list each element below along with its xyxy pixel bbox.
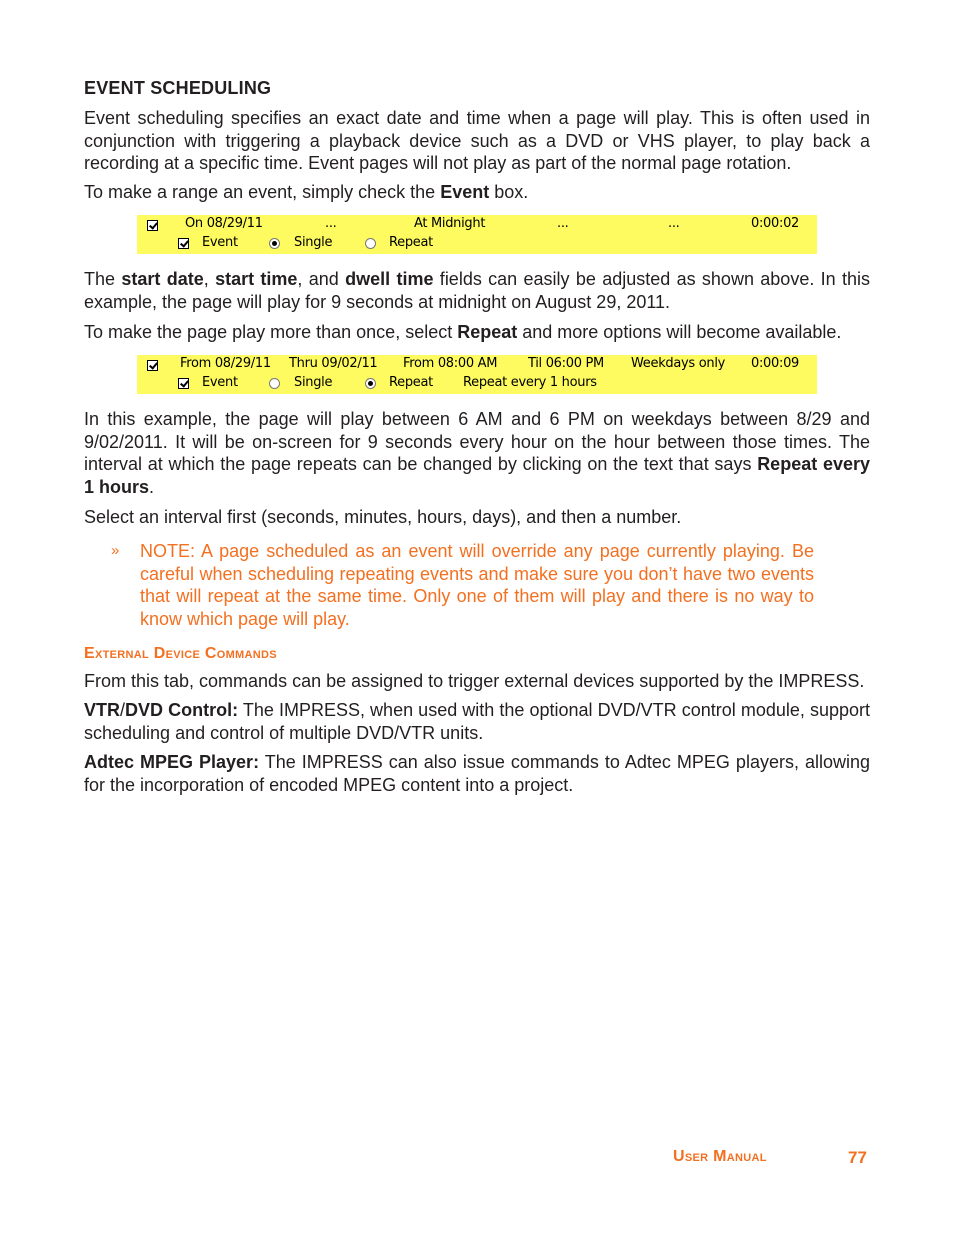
checkbox-icon [147,360,158,371]
paragraph-fields: The start date, start time, and dwell time fields can easily be adjusted as shown above. In this example, the page will play for 9 seconds at midnight on August 29, 2011. [84,269,871,312]
radio-selected-icon [269,238,280,249]
page-content [84,78,870,796]
event-label: Event [202,375,238,391]
event-schedule-screenshot [137,215,817,254]
checkbox-icon [147,220,158,231]
event-label: Event [202,235,238,251]
subsection-heading: External Device Commands [84,644,277,662]
paragraph-vtr-dvd: VTR/DVD Control: The IMPRESS, when used with the optional DVD/VTR control module, support scheduling and control of multiple DVD/VTR units. [84,700,871,743]
bullet-icon: » [111,542,120,560]
til-time: Til 06:00 PM [528,356,604,372]
ellipsis: ... [668,216,680,232]
single-label: Single [294,375,333,391]
radio-unselected-icon [269,378,280,389]
thru-date: Thru 09/02/11 [289,356,378,372]
dwell-time: 0:00:09 [751,356,800,372]
radio-selected-icon [365,378,376,389]
repeat-schedule-screenshot [137,355,817,394]
paragraph-example: In this example, the page will play between 6 AM and 6 PM on weekdays between 8/29 and 9/02/2011. It will be on-screen for 9 seconds every hour on the hour between those times. The interval at which the page repeats can be changed by clicking on the text that says Repeat every 1 hours. [84,409,870,497]
ellipsis: ... [557,216,569,232]
note-block [84,540,870,630]
note-text: NOTE: A page scheduled as an event will override any page currently playing. Be careful when scheduling repeating events and make sure you don’t have two events that will repeat at the same time. Only one of them will play and there is no way to know which page will play. [140,541,814,629]
repeat-interval-link: Repeat every 1 hours [463,375,597,391]
start-time: At Midnight [414,216,486,232]
paragraph-repeat-instruction: To make the page play more than once, select Repeat and more options will become available. [84,321,842,342]
from-time: From 08:00 AM [403,356,498,372]
single-label: Single [294,235,333,251]
paragraph-tab: From this tab, commands can be assigned to trigger external devices supported by the IMPRESS. [84,670,865,691]
section-heading: EVENT SCHEDULING [84,78,272,98]
footer-label: User Manual [673,1148,767,1165]
dwell-time: 0:00:02 [751,216,800,232]
repeat-label: Repeat [389,235,433,251]
paragraph-adtec: Adtec MPEG Player: The IMPRESS can also issue commands to Adtec MPEG players, allowing for the incorporation of encoded MPEG content into a project. [84,752,870,795]
radio-unselected-icon [365,238,376,249]
paragraph-event-instruction: To make a range an event, simply check the Event box. [84,181,529,202]
page-number: 77 [848,1148,867,1167]
paragraph-interval: Select an interval first (seconds, minutes, hours, days), and then a number. [84,506,682,527]
ellipsis: ... [325,216,337,232]
repeat-label: Repeat [389,375,433,391]
event-checkbox-icon [178,378,189,389]
start-date: On 08/29/11 [185,216,263,232]
event-checkbox-icon [178,238,189,249]
days-option: Weekdays only [631,356,726,372]
from-date: From 08/29/11 [180,356,271,372]
paragraph-intro: Event scheduling specifies an exact date and time when a page will play. This is often used in conjunction with triggering a playback device such as a DVD or VHS player, to play back a recording at a specific time. Event pages will not play as part of the normal page rotation. [84,108,870,174]
